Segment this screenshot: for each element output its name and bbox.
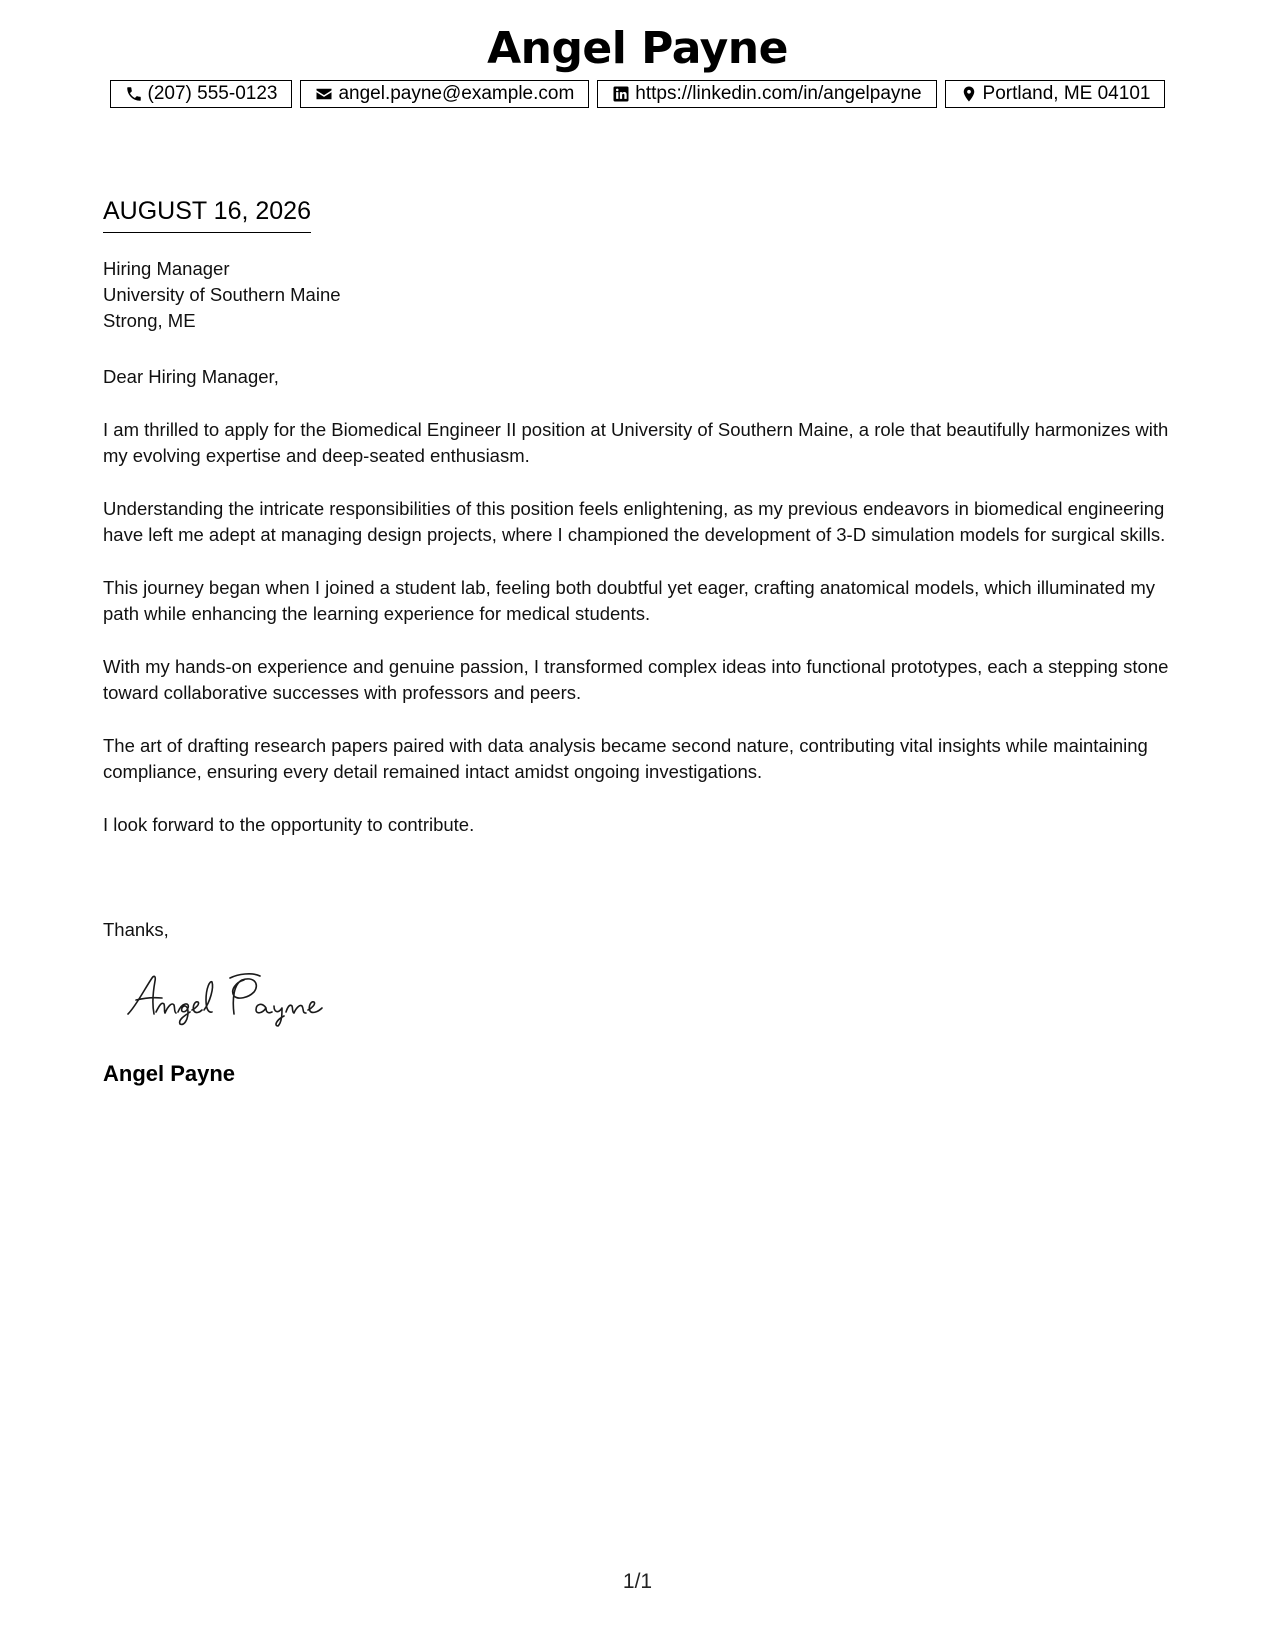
handwritten-signature: [122, 968, 352, 1028]
body-paragraph: I look forward to the opportunity to contribute.: [103, 813, 475, 835]
closing-text: Thanks,: [103, 919, 169, 940]
applicant-name-heading: Angel Payne: [487, 23, 788, 74]
recipient-title: Hiring Manager: [103, 258, 230, 279]
phone-icon: [125, 85, 143, 103]
recipient-block: [103, 256, 341, 334]
contact-bar: [0, 80, 1275, 108]
body-paragraph: With my hands-on experience and genuine passion, I transformed complex ideas into functional prototypes, each a stepping stone toward collaborative successes with professors and peers.: [103, 655, 1169, 703]
page-number: 1/1: [622, 1570, 653, 1593]
contact-email[interactable]: [300, 80, 589, 108]
linkedin-icon: [612, 85, 630, 103]
salutation: Dear Hiring Manager,: [103, 366, 279, 387]
location-text: Portland, ME 04101: [982, 83, 1151, 104]
body-paragraph: This journey began when I joined a student lab, feeling both doubtful yet eager, crafting anatomical models, which illuminated my path while enhancing the learning experience for medical students.: [103, 576, 1156, 624]
contact-linkedin[interactable]: [597, 80, 936, 108]
map-pin-icon: [960, 85, 978, 103]
body-paragraph: Understanding the intricate responsibilities of this position feels enlightening, as my previous endeavors in biomedical engineering have left me adept at managing design projects, where I championed the development of 3-D simulation models for surgical skills.: [103, 497, 1166, 545]
letter-date: AUGUST 16, 2026: [103, 196, 311, 233]
recipient-organization: University of Southern Maine: [103, 284, 341, 305]
body-paragraph: The art of drafting research papers paired with data analysis became second nature, contributing vital insights while maintaining compliance, ensuring every detail remained intact amidst ongoing investigations.: [103, 734, 1148, 782]
envelope-icon: [315, 85, 333, 103]
contact-phone[interactable]: [110, 80, 293, 108]
email-text: angel.payne@example.com: [338, 83, 575, 104]
body-paragraph: I am thrilled to apply for the Biomedical Engineer II position at University of Southern Maine, a role that beautifully harmonizes with my evolving expertise and deep-seated enthusiasm.: [103, 418, 1169, 466]
contact-location[interactable]: [945, 80, 1166, 108]
letter-body: [103, 364, 1183, 864]
recipient-location: Strong, ME: [103, 310, 196, 331]
linkedin-text: https://linkedin.com/in/angelpayne: [635, 83, 922, 104]
signer-name: Angel Payne: [103, 1061, 236, 1086]
phone-text: (207) 555-0123: [147, 83, 278, 104]
